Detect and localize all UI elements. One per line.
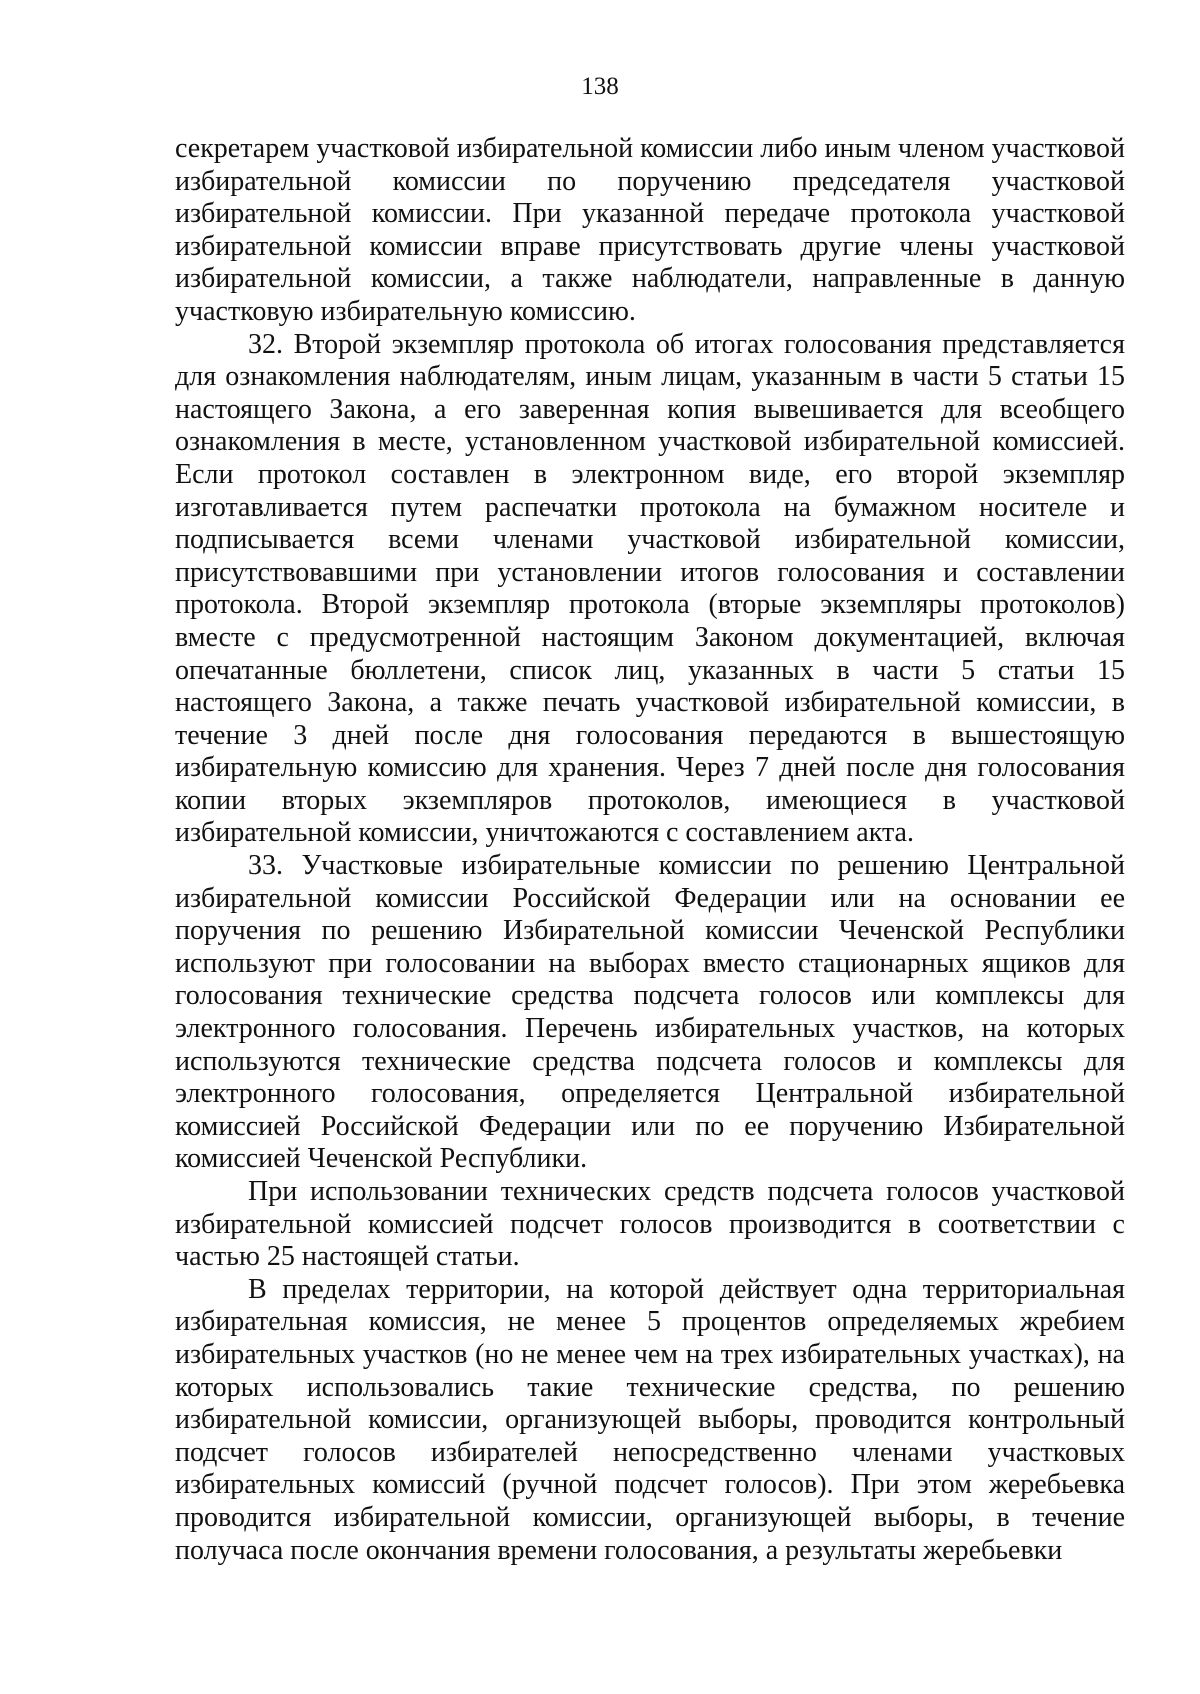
paragraph-continuation: секретарем участковой избирательной комиссии либо иным членом участковой избирательной комиссии по поручению председателя участковой избирательной комиссии. При указанной передаче протокола участковой избирательной комиссии вправе присутствовать другие члены участковой избирательной комиссии, а также наблюдатели, направленные в данную участковую избирательную комиссию.: [175, 133, 1126, 327]
paragraph-technical-means: При использовании технических средств подсчета голосов участковой избирательной комиссией подсчет голосов производится в соответствии с частью 25 настоящей статьи.: [175, 1176, 1125, 1273]
paragraph-control-count: В пределах территории, на которой действует одна территориальная избирательная комиссия, не менее 5 процентов определяемых жребием избирательных участков (но не менее чем на трех избирательных участках), на которых использовались такие технические средства, по решению избирательной комиссии, организующей выборы, проводится контрольный подсчет голосов избирателей непосредственно членами участковых избирательных комиссий (ручной подсчет голосов). При этом жеребьевка проводится избирательной комиссии, организующей выборы, в течение получаса после окончания времени голосования, а результаты жеребьевки: [175, 1273, 1125, 1566]
page-number: 138: [581, 73, 619, 100]
paragraph-item-33: 33. Участковые избирательные комиссии по решению Центральной избирательной комиссии Российской Федерации или на основании ее поручения по решению Избирательной комиссии Чеченской Республики используют при голосовании на выборах вместо стационарных ящиков для голосования технические средства подсчета голосов или комплексы для электронного голосования. Перечень избирательных участков, на которых используются технические средства подсчета голосов и комплексы для электронного голосования, определяется Центральной избирательной комиссией Российской Федерации или по ее поручению Избирательной комиссией Чеченской Республики.: [175, 850, 1125, 1175]
body-text: [175, 133, 1125, 1567]
paragraph-item-32: 32. Второй экземпляр протокола об итогах голосования представляется для ознакомления наблюдателям, иным лицам, указанным в части 5 статьи 15 настоящего Закона, а его заверенная копия вывешивается для всеобщего ознакомления в месте, установленном участковой избирательной комиссией. Если протокол составлен в электронном виде, его второй экземпляр изготавливается путем распечатки протокола на бумажном носителе и подписывается всеми членами участковой избирательной комиссии, присутствовавшими при установлении итогов голосования и составлении протокола. Второй экземпляр протокола (вторые экземпляры протоколов) вместе с предусмотренной настоящим Законом документацией, включая опечатанные бюллетени, список лиц, указанных в части 5 статьи 15 настоящего Закона, а также печать участковой избирательной комиссии, в течение 3 дней после дня голосования передаются в вышестоящую избирательную комиссию для хранения. Через 7 дней после дня голосования копии вторых экземпляров протоколов, имеющиеся в участковой избирательной комиссии, уничтожаются с составлением акта.: [175, 328, 1125, 849]
